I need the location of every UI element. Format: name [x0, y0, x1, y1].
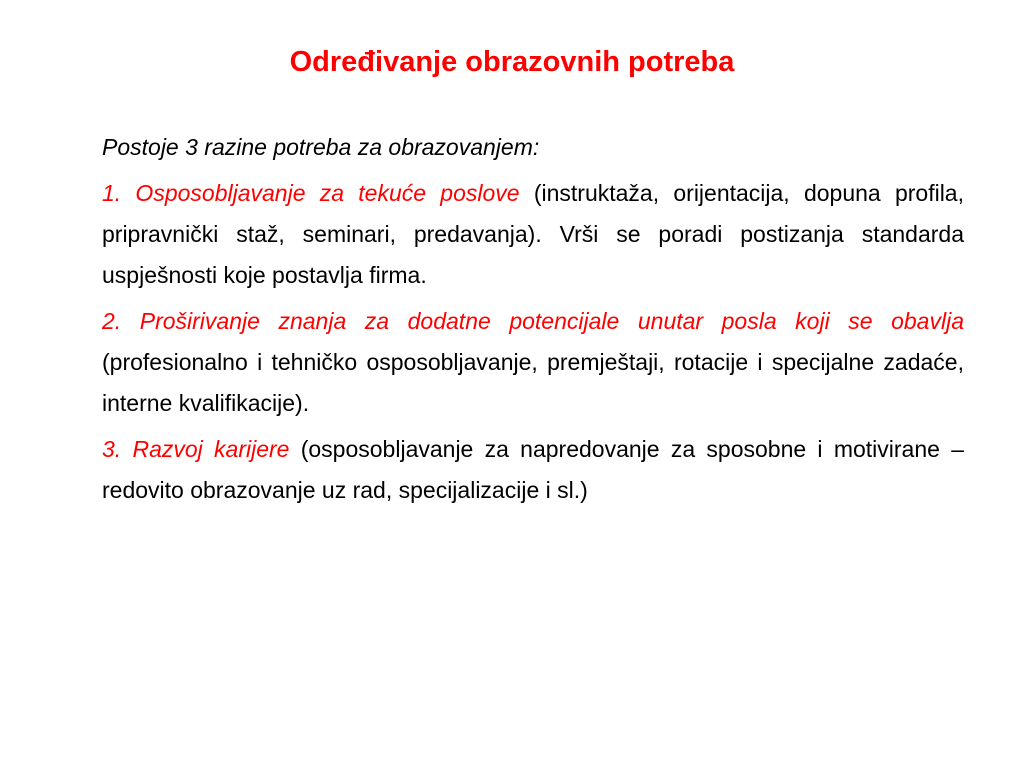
intro-text: Postoje 3 razine potreba za obrazovanjem:: [102, 134, 540, 160]
item-2-text: (profesionalno i tehničko osposobljavanje, premještaji, rotacije i specijalne zadaće, interne kvalifikacije).: [102, 349, 964, 416]
item-2-highlight: 2. Proširivanje znanja za dodatne potencijale unutar posla koji se obavlja: [102, 308, 964, 334]
list-item-3: [102, 429, 964, 511]
item-1-text: (instruktaža, orijentacija, dopuna profila, pripravnički staž, seminari, predavanja). Vrši se poradi postizanja standarda uspješnosti koje postavlja firma.: [102, 180, 964, 288]
item-1-highlight: 1. Osposobljavanje za tekuće poslove: [102, 180, 520, 206]
slide-title: Određivanje obrazovnih potreba: [289, 46, 735, 78]
item-3-highlight: 3. Razvoj karijere: [102, 436, 290, 462]
list-item-2: [102, 301, 964, 424]
item-3-text: (osposobljavanje za napredovanje za sposobne i motivirane – redovito obrazovanje uz rad, specijalizacije i sl.): [102, 436, 964, 503]
list-item-1: [102, 173, 964, 296]
slide-body: [102, 127, 964, 516]
